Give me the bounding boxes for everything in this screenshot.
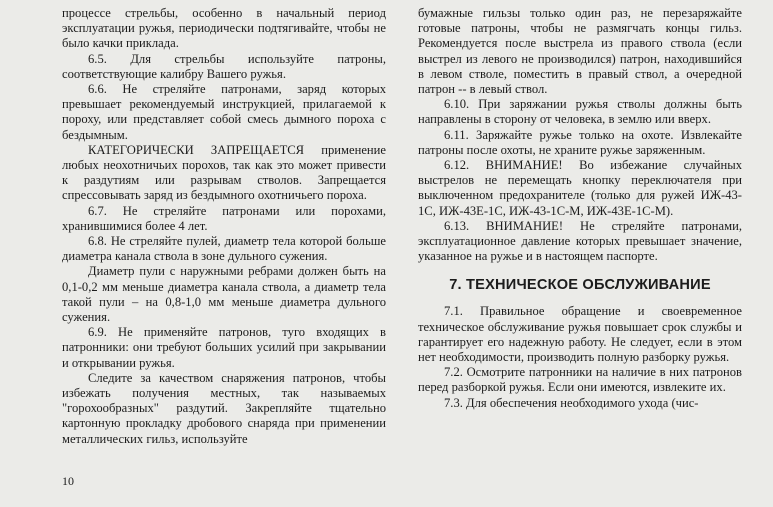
paragraph: 7.1. Правильное обращение и своевременное техническое обслуживание ружья повышает срок службы и гарантирует его надежную работу. Не следует, если в этом нет необходимости, производить полную разборку ружья. <box>418 304 742 365</box>
paragraph: процессе стрельбы, особенно в начальный период эксплуатации ружья, периодически подтягивайте, чтобы не было качки приклада. <box>62 6 386 51</box>
paragraph: Диаметр пули с наружными ребрами должен быть на 0,1-0,2 мм меньше диаметра канала ствола, а диаметр тела такой пули – на 0,8-1,0 мм меньше диаметра дульного сужения. <box>62 264 386 325</box>
paragraph: бумажные гильзы только один раз, не перезаряжайте готовые патроны, чтобы не размягчать концы гильз. Рекомендуется после выстрела из правого ствола (если выстрел из левого не производился) патрон, находившийся в левом стволе, поместить в правый ствол, а очередной патрон -- в левый ствол. <box>418 6 742 97</box>
paragraph: 6.8. Не стреляйте пулей, диаметр тела которой больше диаметра канала ствола в зоне дульного сужения. <box>62 234 386 264</box>
paragraph: 6.5. Для стрельбы используйте патроны, соответствующие калибру Вашего ружья. <box>62 51 386 81</box>
paragraph: 6.11. Заряжайте ружье только на охоте. Извлекайте патроны после охоты, не храните ружье заряженным. <box>418 127 742 157</box>
page-number: 10 <box>62 474 74 488</box>
left-column <box>62 6 386 447</box>
paragraph: 6.7. Не стреляйте патронами или порохами, хранившимися более 4 лет. <box>62 203 386 233</box>
paragraph: 6.9. Не применяйте патронов, туго входящих в патронники: они требуют больших усилий при закрывании и открывании ружья. <box>62 325 386 370</box>
right-column <box>418 6 742 411</box>
paragraph: 6.10. При заряжании ружья стволы должны быть направлены в сторону от человека, в землю или вверх. <box>418 97 742 127</box>
paragraph: Следите за качеством снаряжения патронов, чтобы избежать получения местных, так называемых "горохообразных" раздутий. Закрепляйте тщательно картонную прокладку дробового снаряда при применении металлических гильз, используйте <box>62 370 386 446</box>
paragraph: 7.3. Для обеспечения необходимого ухода (чис- <box>444 395 699 410</box>
right-column-bottom <box>418 304 742 410</box>
right-column-top <box>418 6 742 264</box>
paragraph: 6.12. ВНИМАНИЕ! Во избежание случайных выстрелов не перемещать кнопку переключателя при выключенном предохранителе (только для ружей ИЖ-43-1С, ИЖ-43Е-1С, ИЖ-43-1С-М, ИЖ-43Е-1С-М). <box>418 158 742 218</box>
paragraph: КАТЕГОРИЧЕСКИ ЗАПРЕЩАЕТСЯ применение любых неохотничьих порохов, так как это может привести к раздутиям или разрывам стволов. Запрещается спрессовывать заряд из бездымного охотничьего пороха. <box>62 142 386 203</box>
paragraph: 6.6. Не стреляйте патронами, заряд которых превышает рекомендуемый инструкцией, прилагаемой к пороху, или представляет собой смесь дымного пороха с бездымным. <box>62 82 386 142</box>
section-title: 7. ТЕХНИЧЕСКОЕ ОБСЛУЖИВАНИЕ <box>449 277 711 294</box>
paragraph: 7.2. Осмотрите патронники на наличие в них патронов перед разборкой ружья. Если они имеются, извлеките их. <box>418 365 742 395</box>
paragraph: 6.13. ВНИМАНИЕ! Не стреляйте патронами, эксплуатационное давление которых превышает значение, указанное на ружье и в настоящем паспорте. <box>418 218 742 264</box>
